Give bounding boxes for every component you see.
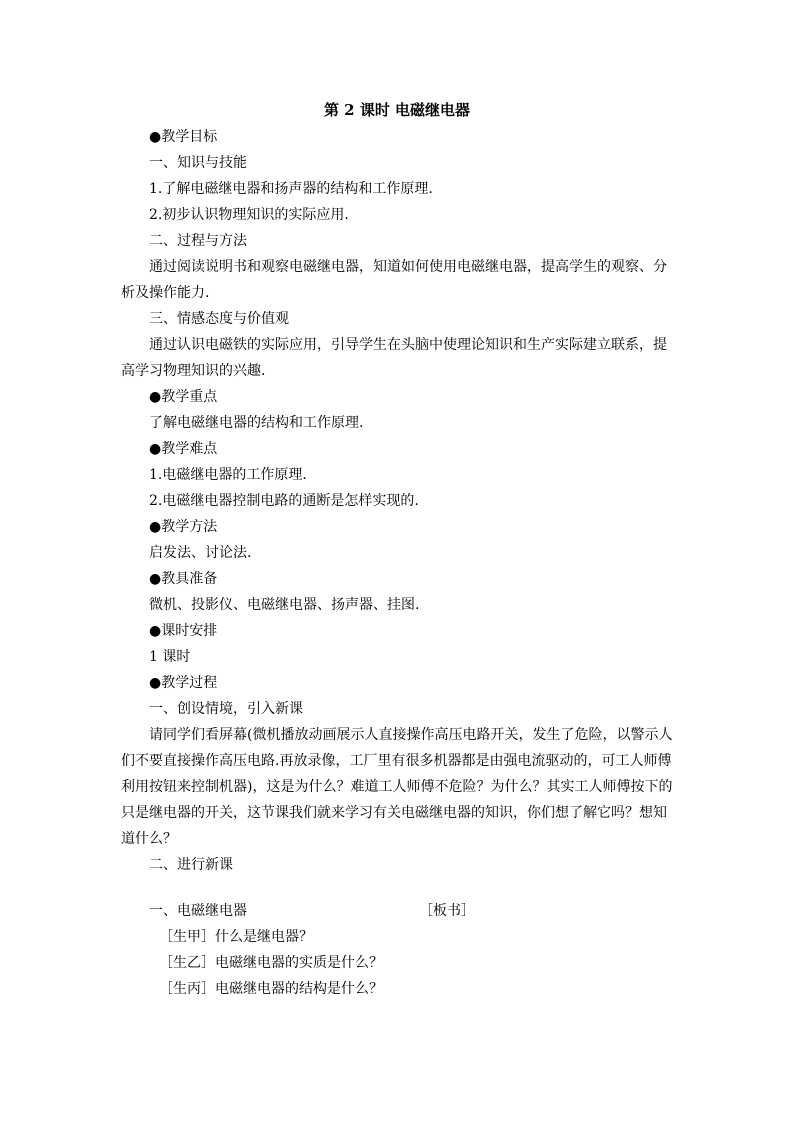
page-title: 第 2 课时 电磁继电器 [323,101,471,119]
section1-heading: 一、电磁继电器 [149,903,247,919]
dialog-line-2: ［生乙］电磁继电器的实质是什么？ [159,955,383,971]
difficulty-item2: 2.电磁继电器控制电路的通断是怎样实现的. [149,493,419,509]
dialog-line-3: ［生丙］电磁继电器的结构是什么？ [159,981,383,997]
goal2-heading: 二、过程与方法 [149,233,247,249]
step1-heading: 一、创设情境，引入新课 [149,701,303,717]
schedule-text: 1 课时 [149,649,191,665]
spacer [121,878,677,898]
goal3-heading: 三、情感态度与价值观 [149,311,289,327]
step2-heading: 二、进行新课 [149,857,233,873]
method-heading: ●教学方法 [149,519,218,535]
tools-text: 微机、投影仪、电磁继电器、扬声器、挂图. [149,597,420,613]
goal1-item2: 2.初步认识物理知识的实际应用. [149,207,349,223]
key-text: 了解电磁继电器的结构和工作原理. [149,415,364,431]
document-body [121,124,677,1002]
section1-row [121,898,677,924]
process-heading: ●教学过程 [149,675,218,691]
goal1-heading: 一、知识与技能 [149,155,247,171]
goal2-text: 通过阅读说明书和观察电磁继电器，知道如何使用电磁继电器，提高学生的观察、分析及操作能力. [121,259,667,301]
method-text: 启发法、讨论法. [149,545,252,561]
schedule-heading: ●课时安排 [149,623,218,639]
difficulty-item1: 1.电磁继电器的工作原理. [149,467,307,483]
key-heading: ●教学重点 [149,389,218,405]
goal3-text: 通过认识电磁铁的实际应用，引导学生在头脑中使理论知识和生产实际建立联系，提高学习物理知识的兴趣. [121,337,667,379]
step1-text: 请同学们看屏幕(微机播放动画展示人直接操作高压电路开关，发生了危险，以警示人们不要直接操作高压电路.再放录像，工厂里有很多机器都是由强电流驱动的，可工人师傅利用按钮来控制机器)，这是为什么？难道工人师傅不危险？为什么？其实工人师傅按下的只是继电器的开关，这节课我们就来学习有关电磁继电器的知识，你们想了解它吗？想知道什么？ [121,727,673,847]
difficulty-heading: ●教学难点 [149,441,218,457]
goals-heading: ●教学目标 [149,129,218,145]
board-label: ［板书］ [419,903,475,919]
goal1-item1: 1.了解电磁继电器和扬声器的结构和工作原理. [149,181,433,197]
dialog-line-1: ［生甲］什么是继电器？ [159,929,313,945]
tools-heading: ●教具准备 [149,571,218,587]
